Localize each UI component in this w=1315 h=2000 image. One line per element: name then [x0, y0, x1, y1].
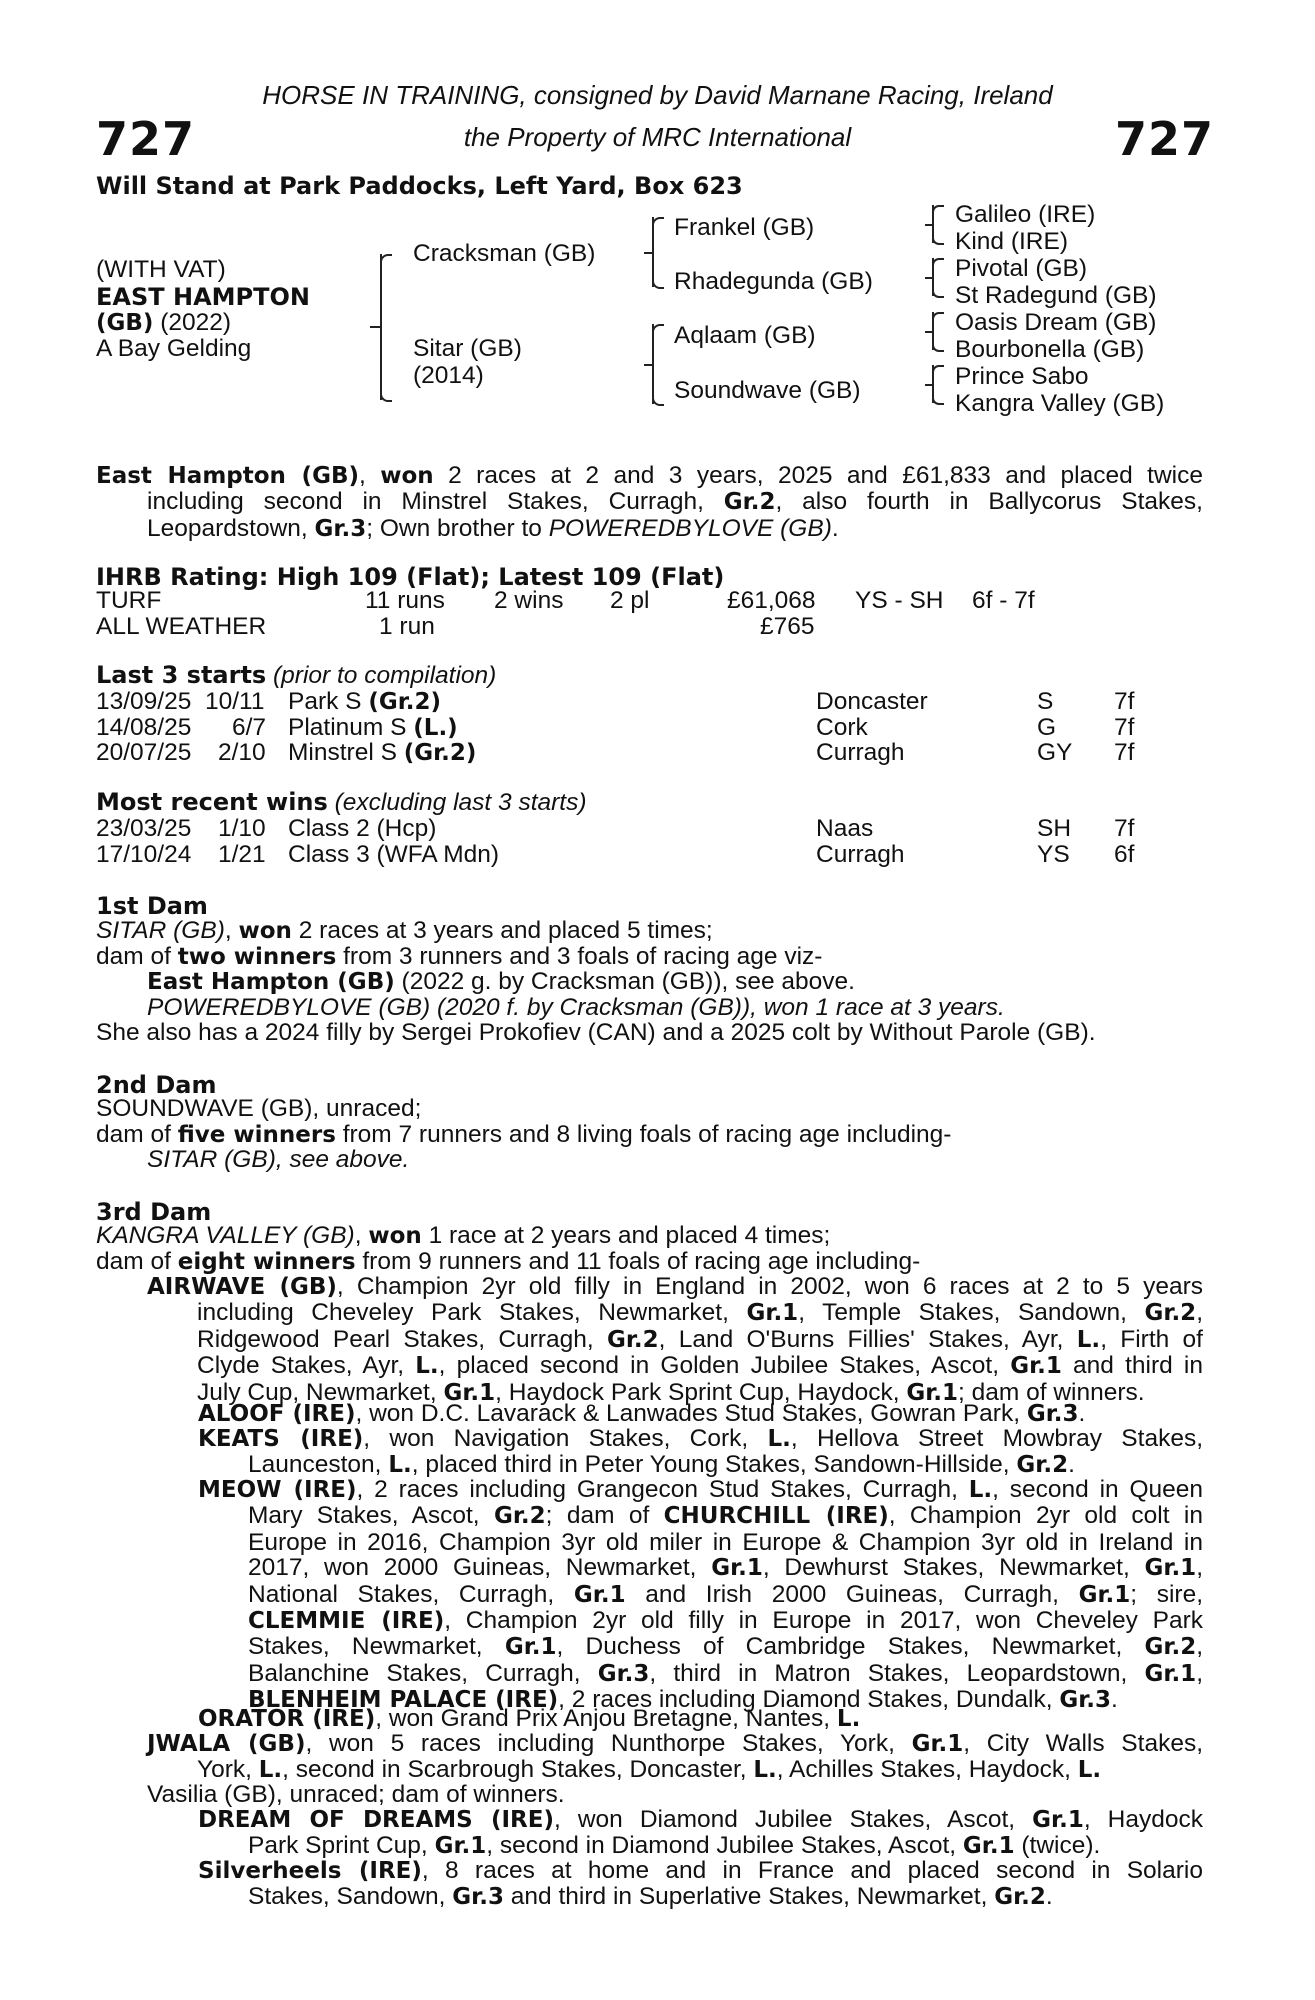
dam1-line: dam of two winners from 3 runners and 3 foals of racing age viz- [96, 943, 823, 970]
airwave-paragraph: AIRWAVE (GB), Champion 2yr old filly in England in 2002, won 6 races at 2 to 5 years including Cheveley Park Stakes, Newmarket, Gr.1, Temple Stakes, Sandown, Gr.2, Ridgewood Pearl Stakes, Curragh, Gr.2, Land O'Burns Fillies' Stakes, Ayr, L., Firth of Clyde Stakes, Ayr, L., placed second in Golden Jubilee Stakes, Ascot, Gr.1 and third in July Cup, Newmarket, Gr.1, Haydock Park Sprint Cup, Haydock, Gr.1; dam of winners. [147, 1273, 1204, 1406]
last3-row: 20/07/25 2/10 Minstrel S (Gr.2) Curragh GY 7f [96, 739, 1135, 766]
horse-name: EAST HAMPTON [96, 283, 310, 311]
summary-won: won [380, 463, 434, 489]
pedigree-dam-sire: Aqlaam (GB) [674, 322, 816, 349]
dam1-line: She also has a 2024 filly by Sergei Prokofiev (CAN) and a 2025 colt by Without Parole (GB). [96, 1019, 1096, 1046]
pedigree-g3-8: Kangra Valley (GB) [955, 390, 1165, 417]
silverheels-paragraph: Silverheels (IRE), 8 races at home and in France and placed second in Solario Stakes, Sandown, Gr.3 and third in Superlative Stakes, Newmarket, Gr.2. [198, 1857, 1203, 1911]
pedigree-sire: Cracksman (GB) [413, 240, 596, 267]
property-line: the Property of MRC International [463, 122, 852, 152]
pedigree-dam: Sitar (GB) [413, 335, 522, 362]
stable-location: Will Stand at Park Paddocks, Left Yard, Box 623 [96, 172, 743, 200]
dream-of-dreams-paragraph: DREAM OF DREAMS (IRE), won Diamond Jubilee Stakes, Ascot, Gr.1, Haydock Park Sprint Cup, Gr.1, second in Diamond Jubilee Stakes, Ascot, Gr.1 (twice). [198, 1806, 1204, 1860]
last3-row: 14/08/25 6/7 Platinum S (L.) Cork G 7f [96, 714, 1135, 741]
pedigree-g3-7: Prince Sabo [955, 363, 1089, 390]
dam3-line: dam of eight winners from 9 runners and 11 foals of racing age including- [96, 1248, 921, 1275]
orator-line: ORATOR (IRE), won Grand Prix Anjou Bretagne, Nantes, L. [198, 1705, 861, 1732]
pedigree-g3-2: Kind (IRE) [955, 228, 1069, 255]
horse-year: (2022) [153, 309, 232, 336]
vasilia-line: Vasilia (GB), unraced; dam of winners. [147, 1781, 565, 1808]
dam2-line: SOUNDWAVE (GB), unraced; [96, 1095, 422, 1122]
recent-wins-heading: Most recent wins (excluding last 3 starts) [96, 788, 587, 816]
pedigree-sire-dam: Rhadegunda (GB) [674, 268, 873, 295]
meow-paragraph: MEOW (IRE), 2 races including Grangecon Stud Stakes, Curragh, L., second in Queen Mary Stakes, Ascot, Gr.2; dam of CHURCHILL (IRE), Champion 2yr old colt in Europe in 2016, Champion 3yr old miler in Europe & Champion 3yr old in Ireland in 2017, won 2000 Guineas, Newmarket, Gr.1, Dewhurst Stakes, Newmarket, Gr.1, National Stakes, Curragh, Gr.1 and Irish 2000 Guineas, Curragh, Gr.1; sire, CLEMMIE (IRE), Champion 2yr old filly in Europe in 2017, won Cheveley Park Stakes, Newmarket, Gr.1, Duchess of Cambridge Stakes, Newmarket, Gr.2, Balanchine Stakes, Curragh, Gr.3, third in Matron Stakes, Leopardstown, Gr.1, BLENHEIM PALACE (IRE), 2 races including Diamond Stakes, Dundalk, Gr.3. [198, 1476, 1204, 1714]
summary-paragraph: East Hampton (GB), won 2 races at 2 and 3 years, 2025 and £61,833 and placed twice including second in Minstrel Stakes, Curragh, Gr.2, also fourth in Ballycorus Stakes, Leopardstown, Gr.3; Own brother to POWEREDBYLOVE (GB). [96, 462, 1204, 542]
lot-number-right: 727 [1115, 112, 1215, 166]
keats-paragraph: KEATS (IRE), won Navigation Stakes, Cork, L., Hellova Street Mowbray Stakes, Launceston, L., placed third in Peter Young Stakes, Sandown-Hillside, Gr.2. [198, 1425, 1203, 1479]
dam3-heading: 3rd Dam [96, 1198, 212, 1226]
dam1-line: POWEREDBYLOVE (GB) (2020 f. by Cracksman (GB)), won 1 race at 3 years. [147, 994, 1005, 1021]
pedigree-sire-sire: Frankel (GB) [674, 214, 815, 241]
dam1-line: East Hampton (GB) (2022 g. by Cracksman (GB)), see above. [147, 968, 855, 995]
pedigree-dam-year: (2014) [413, 362, 484, 389]
rating-heading: IHRB Rating: High 109 (Flat); Latest 109 (Flat) [96, 563, 725, 591]
summary-horse-name: East Hampton (GB) [96, 463, 359, 489]
pedigree-g3-3: Pivotal (GB) [955, 255, 1088, 282]
vat-note: (WITH VAT) [96, 256, 226, 283]
pedigree-g3-4: St Radegund (GB) [955, 282, 1157, 309]
horse-country: (GB) [96, 310, 154, 336]
pedigree-g3-5: Oasis Dream (GB) [955, 309, 1157, 336]
pedigree-g3-1: Galileo (IRE) [955, 201, 1096, 228]
recent-win-row: 17/10/24 1/21 Class 3 (WFA Mdn) Curragh YS 6f [96, 841, 1135, 868]
last3-row: 13/09/25 10/11 Park S (Gr.2) Doncaster S 7f [96, 688, 1135, 715]
recent-win-row: 23/03/25 1/10 Class 2 (Hcp) Naas SH 7f [96, 815, 1135, 842]
lot-number-left: 727 [96, 112, 196, 166]
dam2-heading: 2nd Dam [96, 1071, 217, 1099]
dam2-line: SITAR (GB), see above. [147, 1146, 410, 1173]
horse-country-year [96, 310, 231, 336]
dam1-heading: 1st Dam [96, 892, 208, 920]
dam1-line: SITAR (GB), won 2 races at 3 years and placed 5 times; [96, 917, 713, 944]
consignor-line: HORSE IN TRAINING, consigned by David Marnane Racing, Ireland [262, 80, 1053, 110]
rating-aw-row: ALL WEATHER 1 run £765 [96, 613, 815, 640]
rating-turf-row: TURF 11 runs 2 wins 2 pl £61,068 YS - SH 6f - 7f [96, 587, 1035, 614]
jwala-paragraph: JWALA (GB), won 5 races including Nunthorpe Stakes, York, Gr.1, City Walls Stakes, York, L., second in Scarbrough Stakes, Doncaster, L., Achilles Stakes, Haydock, L. [147, 1730, 1204, 1784]
last3-heading: Last 3 starts (prior to compilation) [96, 661, 497, 689]
pedigree-dam-dam: Soundwave (GB) [674, 377, 861, 404]
dam3-line: KANGRA VALLEY (GB), won 1 race at 2 years and placed 4 times; [96, 1222, 831, 1249]
horse-description: A Bay Gelding [96, 335, 252, 362]
dam2-line: dam of five winners from 7 runners and 8 living foals of racing age including- [96, 1121, 952, 1148]
pedigree-g3-6: Bourbonella (GB) [955, 336, 1145, 363]
aloof-line: ALOOF (IRE), won D.C. Lavarack & Lanwades Stud Stakes, Gowran Park, Gr.3. [198, 1400, 1086, 1427]
